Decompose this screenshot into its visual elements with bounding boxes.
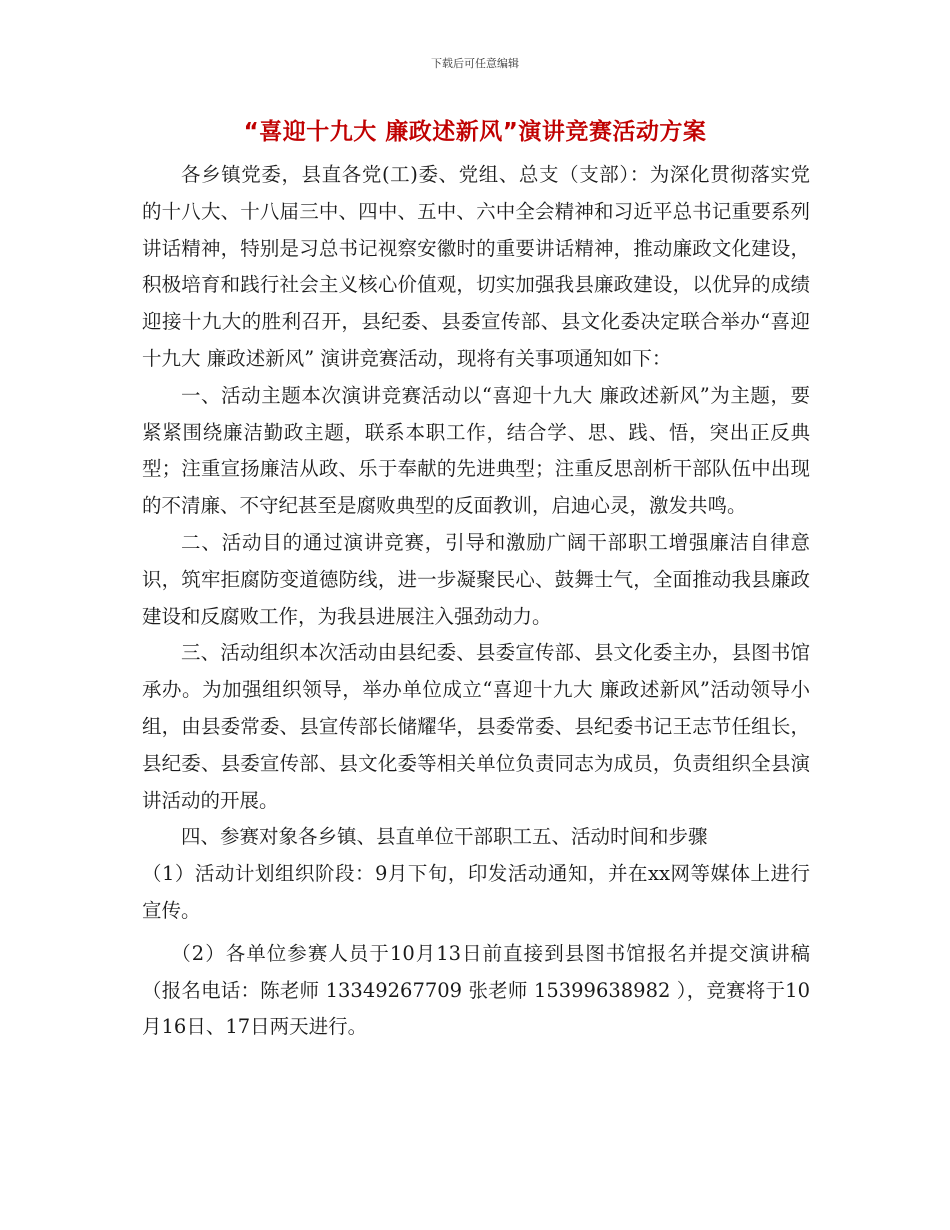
- paragraph-purpose: 二、活动目的通过演讲竞赛，引导和激励广阔干部职工增强廉洁自律意识，筑牢拒腐防变道德防线，进一步凝聚民心、鼓舞士气，全面推动我县廉政建设和反腐败工作，为我县进展注入强劲动力。: [142, 530, 810, 628]
- paragraph-theme: 一、活动主题本次演讲竞赛活动以“喜迎十九大 廉政述新风”为主题，要紧紧围绕廉洁勤政主题，联系本职工作，结合学、思、践、悟，突出正反典型；注重宣扬廉洁从政、乐于奉献的先进典型；注重反思剖析干部队伍中出现的不清廉、不守纪甚至是腐败典型的反面教训，启迪心灵，激发共鸣。: [142, 383, 810, 518]
- paragraph-organization: 三、活动组织本次活动由县纪委、县委宣传部、县文化委主办，县图书馆承办。为加强组织领导，举办单位成立“喜迎十九大 廉政述新风”活动领导小组，由县委常委、县宣传部长储耀华，县委常委、县纪委书记王志节任组长，县纪委、县委宣传部、县文化委等相关单位负责同志为成员，负责组织全县演讲活动的开展。: [142, 641, 810, 812]
- paragraph-intro: 各乡镇党委，县直各党(工)委、党组、总支（支部）：为深化贯彻落实党的十八大、十八届三中、四中、五中、六中全会精神和习近平总书记重要系列讲话精神，特别是习总书记视察安徽时的重要讲话精神，推动廉政文化建设，积极培育和践行社会主义核心价值观，切实加强我县廉政建设，以优异的成绩迎接十九大的胜利召开，县纪委、县委宣传部、县文化委决定联合举办“喜迎十九大 廉政述新风” 演讲竞赛活动，现将有关事项通知如下：: [142, 163, 810, 370]
- paragraph-participants: 四、参赛对象各乡镇、县直单位干部职工五、活动时间和步骤: [181, 825, 708, 849]
- paragraph-step-1: （1）活动计划组织阶段：9月下旬，印发活动通知，并在xx网等媒体上进行宣传。: [142, 862, 810, 922]
- document-body: [142, 157, 810, 1046]
- header-note: 下载后可任意编辑: [431, 57, 519, 70]
- paragraph-step-2: （2）各单位参赛人员于10月13日前直接到县图书馆报名并提交演讲稿（报名电话：陈老师 13349267709 张老师 15399638982 ），竞赛将于10月16日、17日两天进行。: [142, 941, 810, 1039]
- document-title: “喜迎十九大 廉政述新风”演讲竞赛活动方案: [243, 119, 707, 145]
